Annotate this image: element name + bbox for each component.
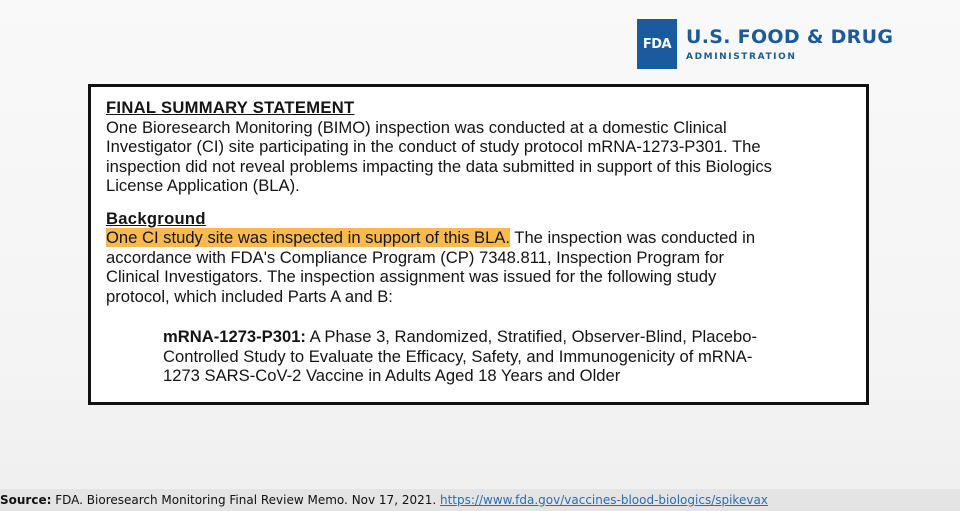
protocol-line: 1273 SARS-CoV-2 Vaccine in Adults Aged 18 Years and Older [163, 366, 621, 385]
source-citation: FDA. Bioresearch Monitoring Final Review Memo. Nov 17, 2021. [51, 493, 440, 507]
memo-content [91, 87, 866, 386]
fda-logo-text [686, 26, 893, 63]
background-line [106, 228, 848, 248]
source-label: Source: [0, 493, 52, 507]
fda-logo [637, 18, 893, 70]
protocol-line: Controlled Study to Evaluate the Efficacy, Safety, and Immunogenicity of mRNA- [163, 346, 753, 366]
background-line: accordance with FDA's Compliance Program (CP) 7348.811, Inspection Program for [106, 247, 725, 267]
source-footer [0, 489, 960, 511]
background-heading: Background [106, 208, 206, 228]
protocol-label: mRNA-1273-P301: [163, 327, 306, 346]
background-line: Clinical Investigators. The inspection assignment was issued for the following study [106, 267, 717, 286]
final-summary-line: Investigator (CI) site participating in the conduct of study protocol mRNA-1273-P301. The [106, 137, 761, 156]
fda-logo-name: U.S. FOOD & DRUG [686, 25, 894, 48]
protocol-line [163, 327, 814, 347]
protocol-line-rest: A Phase 3, Randomized, Stratified, Observer-Blind, Placebo- [305, 327, 757, 346]
source-link[interactable]: https://www.fda.gov/vaccines-blood-biologics/spikevax [440, 493, 768, 507]
memo-excerpt-box [88, 84, 869, 405]
background-line-rest: The inspection was conducted in [510, 228, 756, 247]
final-summary-line: License Application (BLA). [106, 176, 300, 195]
highlighted-sentence: One CI study site was inspected in support of this BLA. [106, 228, 510, 247]
final-summary-line: One Bioresearch Monitoring (BIMO) inspection was conducted at a domestic Clinical [106, 117, 727, 137]
final-summary-line: inspection did not reveal problems impacting the data submitted in support of this Biologics [106, 156, 772, 176]
protocol-description [106, 327, 848, 386]
fda-logo-subtitle: ADMINISTRATION [686, 51, 797, 62]
background-line: protocol, which included Parts A and B: [106, 286, 393, 306]
fda-logo-mark: FDA [637, 19, 677, 69]
final-summary-heading: FINAL SUMMARY STATEMENT [106, 98, 355, 117]
